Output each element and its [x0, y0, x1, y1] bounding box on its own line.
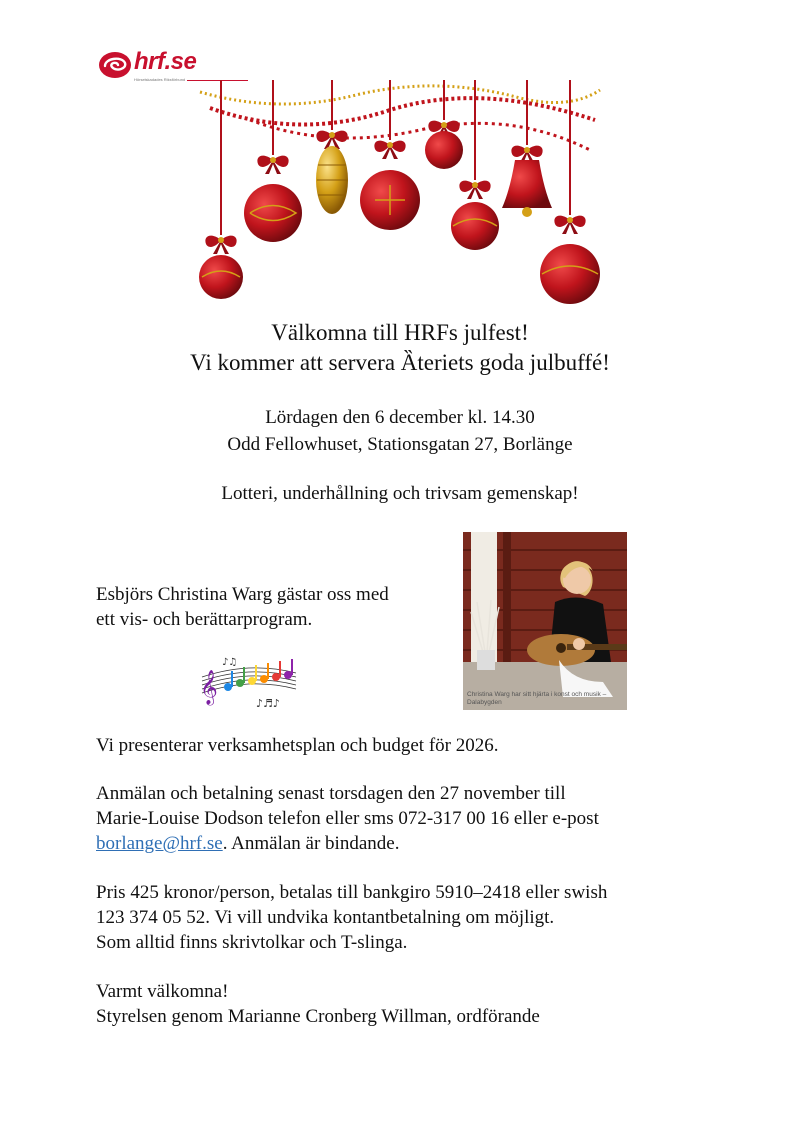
- logo-tagline: Hörselskadades Riksförbund: [134, 77, 186, 82]
- price-line2: 123 374 05 52. Vi vill undvika kontantbetalning om möjligt.: [96, 907, 555, 928]
- svg-text:♪♬♪: ♪♬♪: [256, 697, 280, 710]
- christmas-ornaments-image: [190, 80, 610, 310]
- music-notes-image: [200, 655, 300, 711]
- email-link[interactable]: borlange@hrf.se: [96, 833, 223, 854]
- registration-line2: Marie-Louise Dodson telefon eller sms 072-317 00 16 eller e-post: [96, 808, 599, 829]
- hrf-swirl-icon: [98, 50, 134, 80]
- guest-line2: ett vis- och berättarprogram.: [96, 609, 313, 630]
- logo-text: hrf.se: [134, 48, 197, 75]
- event-date: Lördagen den 6 december kl. 14.30: [265, 407, 535, 428]
- event-activities: Lotteri, underhållning och trivsam gemenskap!: [221, 483, 579, 504]
- christina-warg-photo: [463, 532, 627, 710]
- svg-text:♪♫: ♪♫: [222, 657, 238, 668]
- event-place: Odd Fellowhuset, Stationsgatan 27, Borlänge: [227, 434, 573, 455]
- registration-line1: Anmälan och betalning senast torsdagen den 27 november till: [96, 783, 566, 804]
- photo-caption: Christina Warg har sitt hjärta i konst och musik – Dalabygden: [467, 691, 607, 706]
- photo-image: [463, 532, 627, 710]
- svg-text:𝄞: 𝄞: [200, 670, 218, 705]
- registration-line3: [96, 831, 399, 856]
- registration-binding-note: . Anmälan är bindande.: [222, 833, 400, 854]
- headline-line1: Välkomna till HRFs julfest!: [271, 320, 529, 345]
- price-line3: Som alltid finns skrivtolkar och T-slinga.: [96, 932, 408, 953]
- guest-line1: Esbjörs Christina Warg gästar oss med: [96, 584, 389, 605]
- closing-signature: Styrelsen genom Marianne Cronberg Willman, ordförande: [96, 1006, 540, 1027]
- agenda-text: Vi presenterar verksamhetsplan och budget för 2026.: [96, 735, 499, 756]
- price-line1: Pris 425 kronor/person, betalas till bankgiro 5910–2418 eller swish: [96, 882, 608, 903]
- closing-line1: Varmt välkomna!: [96, 981, 229, 1002]
- headline-line2: Vi kommer att servera Ȁteriets goda julbuffé!: [190, 350, 610, 375]
